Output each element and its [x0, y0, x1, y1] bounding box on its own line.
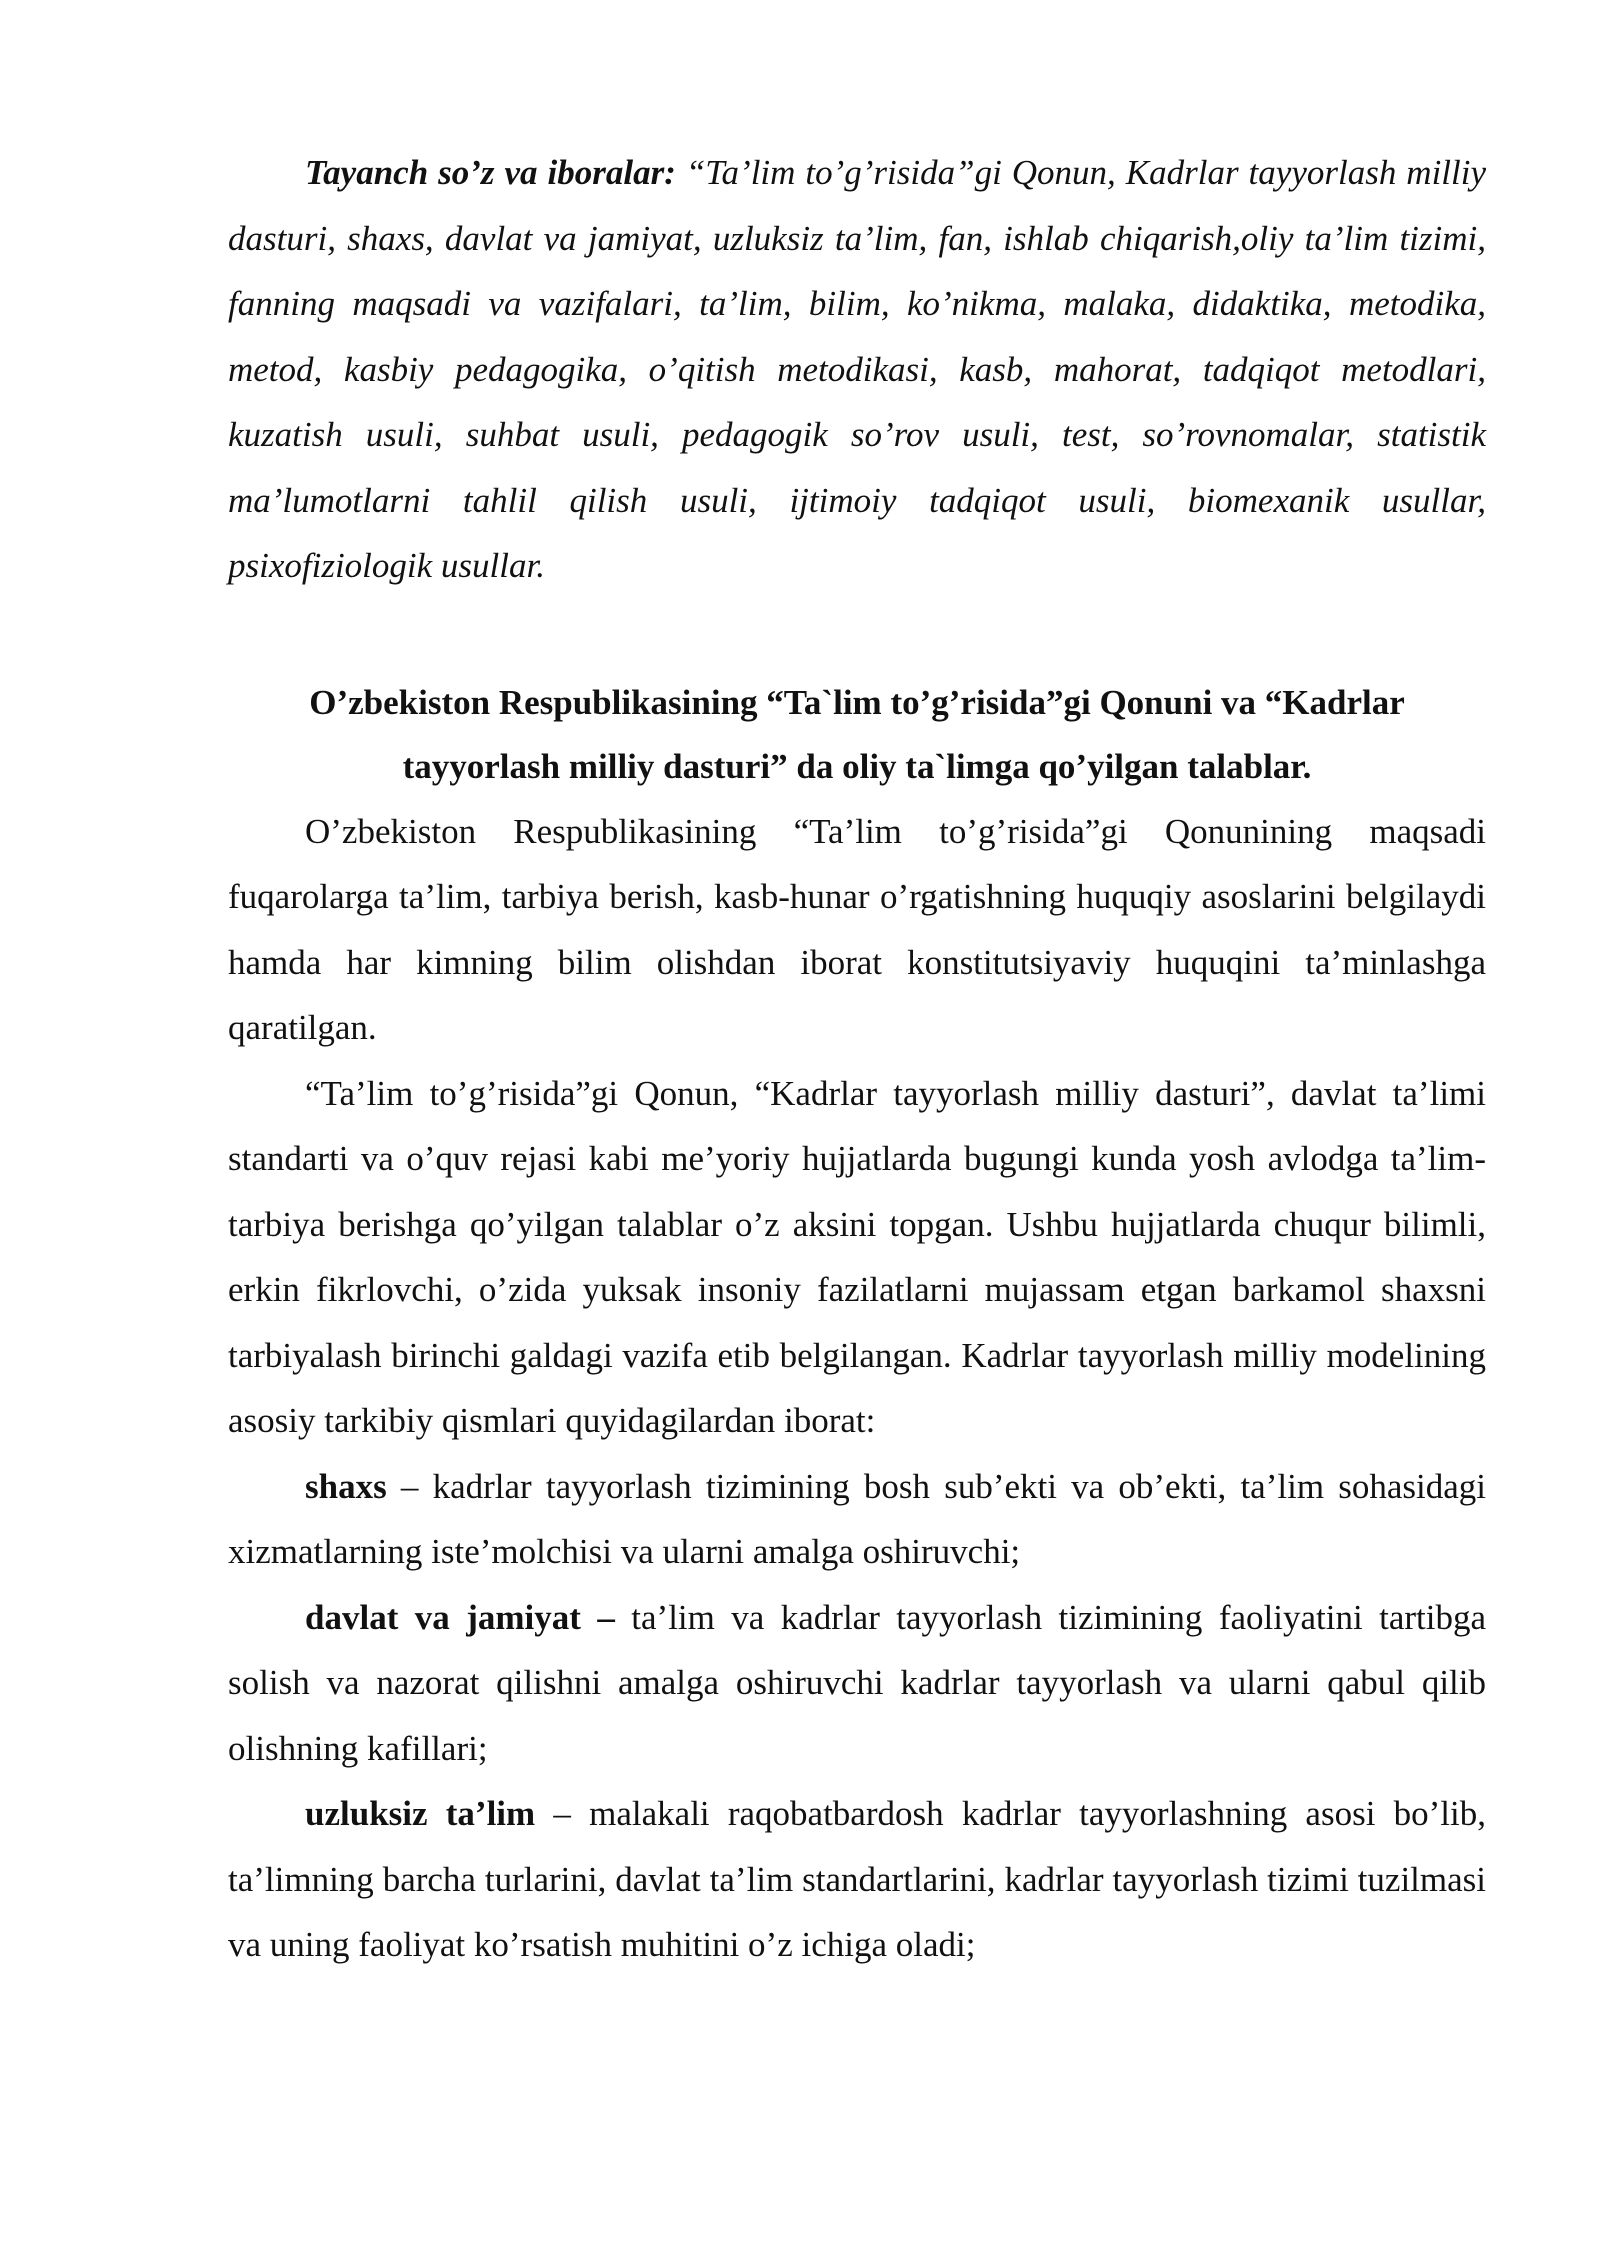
keywords-paragraph: [228, 140, 1486, 599]
definition-uzluksiz-talim: [228, 1781, 1486, 1978]
body-paragraph-1: O’zbekiston Respublikasining “Ta’lim to’g’risida”gi Qonunining maqsadi fuqarolarga ta’lim, tarbiya berish, kasb-hunar o’rgatishning huquqiy asoslarini belgilaydi hamda har kimning bilim olishdan iborat konstitutsiyaviy huquqini ta’minlashga qaratilgan.: [228, 811, 1486, 1047]
definition-term: davlat va jamiyat –: [305, 1597, 615, 1637]
definition-text: ta’lim va kadrlar tayyorlash tizimining faoliyatini tartibga solish va nazorat qilishni amalga oshiruvchi kadrlar tayyorlash va ularni qabul qilib olishning kafillari;: [228, 1597, 1487, 1768]
definition-text: – malakali raqobatbardosh kadrlar tayyorlashning asosi bo’lib, ta’limning barcha turlarini, davlat ta’lim standartlarini, kadrlar tayyorlash tizimi tuzilmasi va uning faoliyat ko’rsatish muhitini o’z ichiga oladi;: [228, 1794, 1486, 1964]
definition-term: shaxs: [305, 1466, 387, 1506]
section-heading: [228, 671, 1486, 799]
definition-term: uzluksiz ta’lim: [305, 1794, 536, 1833]
definition-davlat-va-jamiyat: [228, 1585, 1486, 1782]
definition-shaxs: [228, 1454, 1486, 1585]
section-heading-line-1: O’zbekiston Respublikasining “Ta`lim to’g’risida”gi Qonuni va “Kadrlar: [309, 682, 1405, 722]
keywords-text: “Ta’lim to’g’risida”gi Qonun, Kadrlar tayyorlash milliy dasturi, shaxs, davlat va jamiyat, uzluksiz ta’lim, fan, ishlab chiqarish,oliy ta’lim tizimi, fanning maqsadi va vazifalari, ta’lim, bilim, ko’nikma, malaka, didaktika, metodika, metod, kasbiy pedagogika, o’qitish metodikasi, kasb, mahorat, tadqiqot metodlari, kuzatish usuli, suhbat usuli, pedagogik so’rov usuli, test, so’rovnomalar, statistik ma’lumotlarni tahlil qilish usuli, ijtimoiy tadqiqot usuli, biomexanik usullar, psixofiziologik usullar.: [228, 153, 1486, 585]
body-paragraph-2: “Ta’lim to’g’risida”gi Qonun, “Kadrlar tayyorlash milliy dasturi”, davlat ta’limi standarti va o’quv rejasi kabi me’yoriy hujjatlarda bugungi kunda yosh avlodga ta’lim-tarbiya berishga qo’yilgan talablar o’z aksini topgan. Ushbu hujjatlarda chuqur bilimli, erkin fikrlovchi, o’zida yuksak insoniy fazilatlarni mujassam etgan barkamol shaxsni tarbiyalash birinchi galdagi vazifa etib belgilangan. Kadrlar tayyorlash milliy modelining asosiy tarkibiy qismlari quyidagilardan iborat:: [228, 1073, 1486, 1440]
definition-text: – kadrlar tayyorlash tizimining bosh sub’ekti va ob’ekti, ta’lim sohasidagi xizmatlarning iste’molchisi va ularni amalga oshiruvchi;: [228, 1466, 1486, 1571]
document-page: [228, 140, 1486, 1978]
keywords-label: Tayanch so’z va iboralar:: [305, 153, 676, 192]
section-heading-line-2: tayyorlash milliy dasturi” da oliy ta`limga qo’yilgan talablar.: [402, 746, 1312, 786]
